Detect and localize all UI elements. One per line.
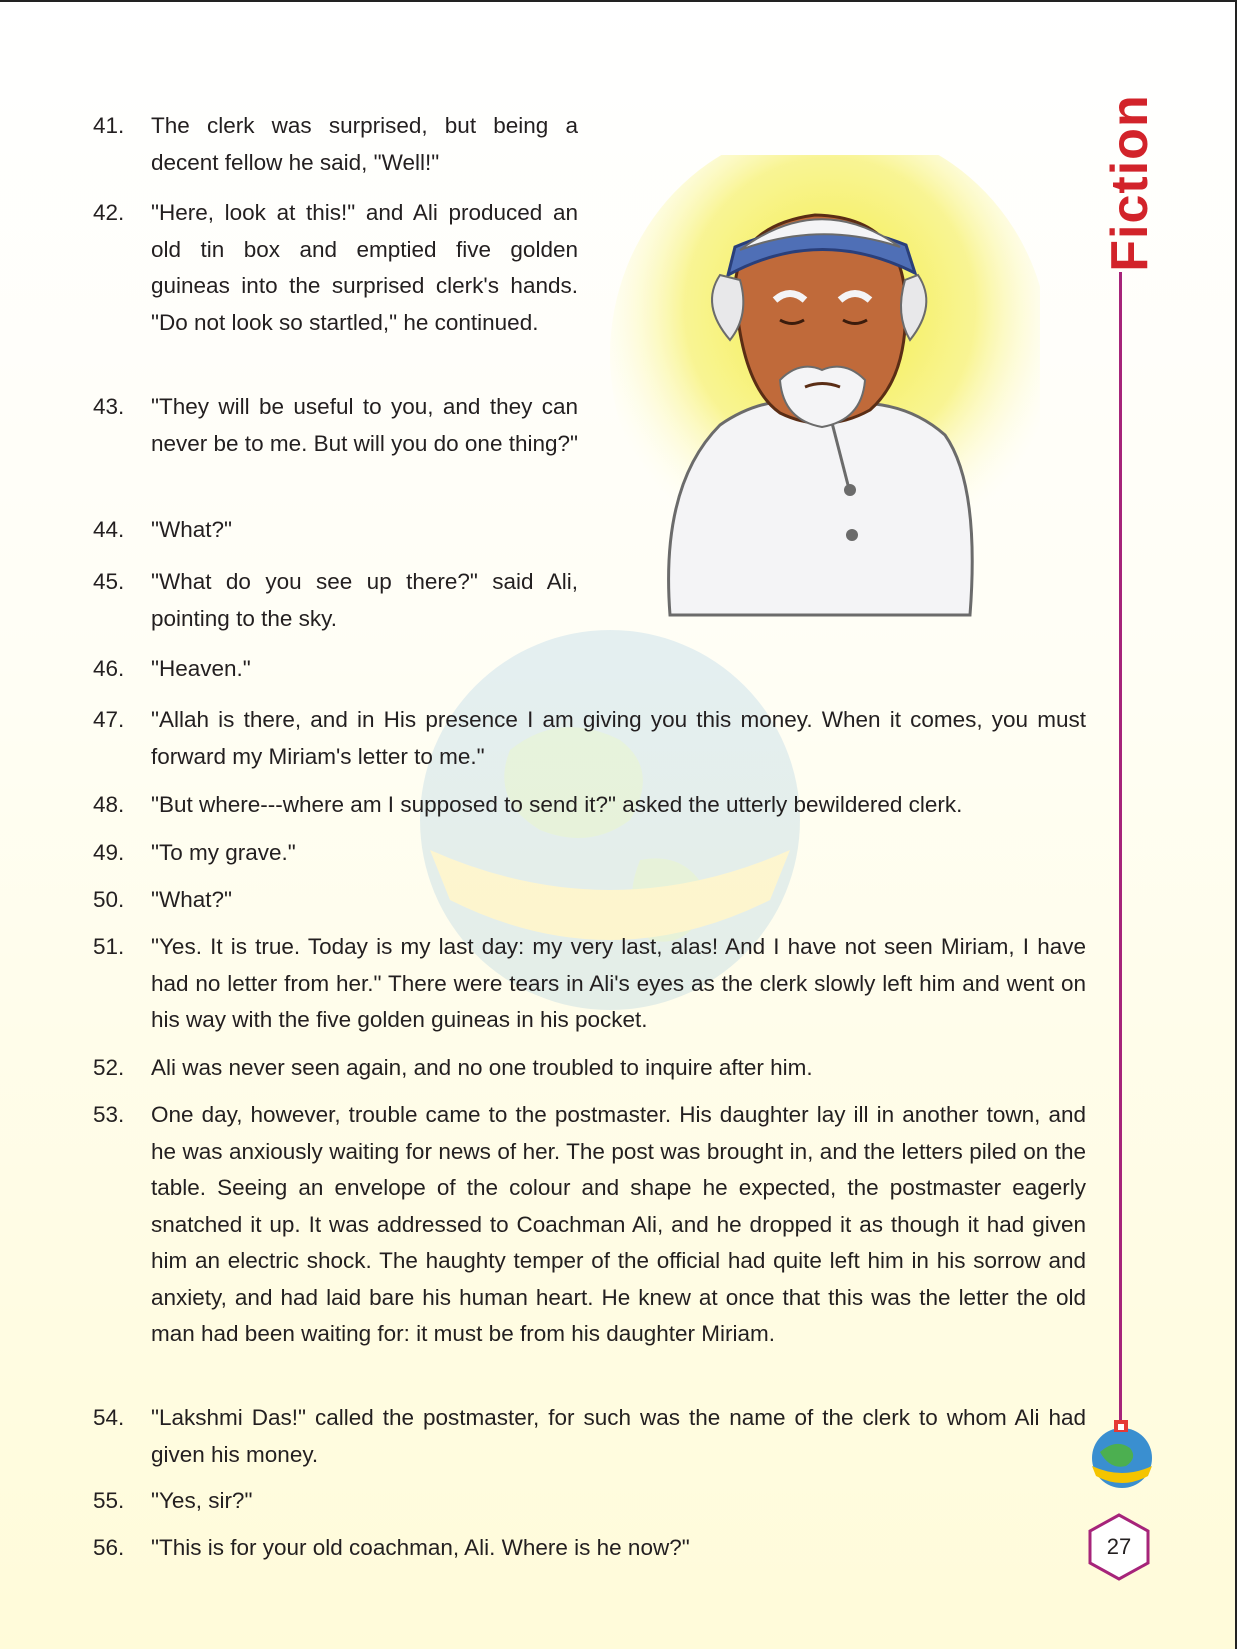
section-label — [1085, 94, 1175, 272]
paragraph-56 — [93, 1530, 1086, 1567]
paragraph-42 — [93, 195, 578, 341]
paragraph-text: "They will be useful to you, and they can never be to me. But will you do one thing?" — [151, 394, 578, 456]
paragraph-49 — [93, 835, 1086, 872]
paragraph-text: The clerk was surprised, but being a decent fellow he said, "Well!" — [151, 113, 578, 175]
paragraph-48 — [93, 787, 1086, 824]
page-number: 27 — [1106, 1534, 1132, 1559]
paragraph-53 — [93, 1097, 1086, 1353]
paragraph-55 — [93, 1483, 1086, 1520]
paragraph-text: "Allah is there, and in His presence I am giving you this money. When it comes, you must forward my Miriam's letter to me." — [151, 707, 1086, 769]
paragraph-41 — [93, 108, 578, 181]
paragraph-number: 55. — [93, 1488, 125, 1513]
paragraph-text: Ali was never seen again, and no one troubled to inquire after him. — [151, 1055, 813, 1080]
paragraph-number: 50. — [93, 887, 125, 912]
paragraph-text: "Yes. It is true. Today is my last day: my very last, alas! And I have not seen Miriam, I have had no letter from her." There were tears in Ali's eyes as the clerk slowly left him and went on his way with the five golden guineas in his pocket. — [151, 934, 1086, 1032]
paragraph-number: 53. — [93, 1102, 125, 1127]
paragraph-51 — [93, 929, 1086, 1039]
paragraph-number: 47. — [93, 707, 125, 732]
paragraph-50 — [93, 882, 1086, 919]
paragraph-number: 56. — [93, 1535, 125, 1560]
paragraph-54 — [93, 1400, 1086, 1473]
paragraph-45 — [93, 564, 578, 637]
paragraph-number: 52. — [93, 1055, 125, 1080]
paragraph-number: 43. — [93, 394, 125, 419]
paragraph-text: "Here, look at this!" and Ali produced an old tin box and emptied five golden guineas into the surprised clerk's hands. "Do not look so startled," he continued. — [151, 200, 578, 335]
paragraph-text: "But where---where am I supposed to send it?" asked the utterly bewildered clerk. — [151, 792, 963, 817]
paragraph-text: "Lakshmi Das!" called the postmaster, for such was the name of the clerk to whom Ali had given his money. — [151, 1405, 1086, 1467]
paragraph-text: "What?" — [151, 887, 233, 912]
paragraph-number: 49. — [93, 840, 125, 865]
paragraph-text: "What?" — [151, 517, 233, 542]
paragraph-text: "What do you see up there?" said Ali, pointing to the sky. — [151, 569, 578, 631]
paragraph-number: 44. — [93, 517, 125, 542]
paragraph-text: "This is for your old coachman, Ali. Where is he now?" — [151, 1535, 690, 1560]
old-man-illustration — [600, 155, 1040, 625]
section-label-text: Fiction — [1101, 94, 1159, 272]
paragraph-46 — [93, 651, 578, 688]
page-number-badge — [1085, 1513, 1153, 1581]
paragraph-44 — [93, 512, 578, 549]
paragraph-number: 48. — [93, 792, 125, 817]
paragraph-number: 51. — [93, 934, 125, 959]
paragraph-text: One day, however, trouble came to the postmaster. His daughter lay ill in another town, and he was anxiously waiting for news of her. The post was brought in, and the letters piled on the table. Seeing an envelope of the colour and shape he expected, the postmaster eagerly snatched it up. It was addressed to Coachman Ali, and he dropped it as though it had given him an electric shock. The haughty temper of the official had quite left him in his sorrow and anxiety, and had laid bare his human heart. He knew at once that this was the letter the old man had been waiting for: it must be from his daughter Miriam. — [151, 1102, 1086, 1346]
paragraph-number: 45. — [93, 569, 125, 594]
paragraph-text: "To my grave." — [151, 840, 296, 865]
paragraph-number: 54. — [93, 1405, 125, 1430]
paragraph-text: "Heaven." — [151, 656, 251, 681]
paragraph-number: 46. — [93, 656, 125, 681]
paragraph-47 — [93, 702, 1086, 775]
side-rule — [1119, 272, 1122, 1422]
publisher-logo-icon — [1086, 1418, 1158, 1500]
paragraph-52 — [93, 1050, 1086, 1087]
paragraph-number: 41. — [93, 113, 125, 138]
paragraph-43 — [93, 389, 578, 462]
paragraph-text: "Yes, sir?" — [151, 1488, 253, 1513]
paragraph-number: 42. — [93, 200, 125, 225]
